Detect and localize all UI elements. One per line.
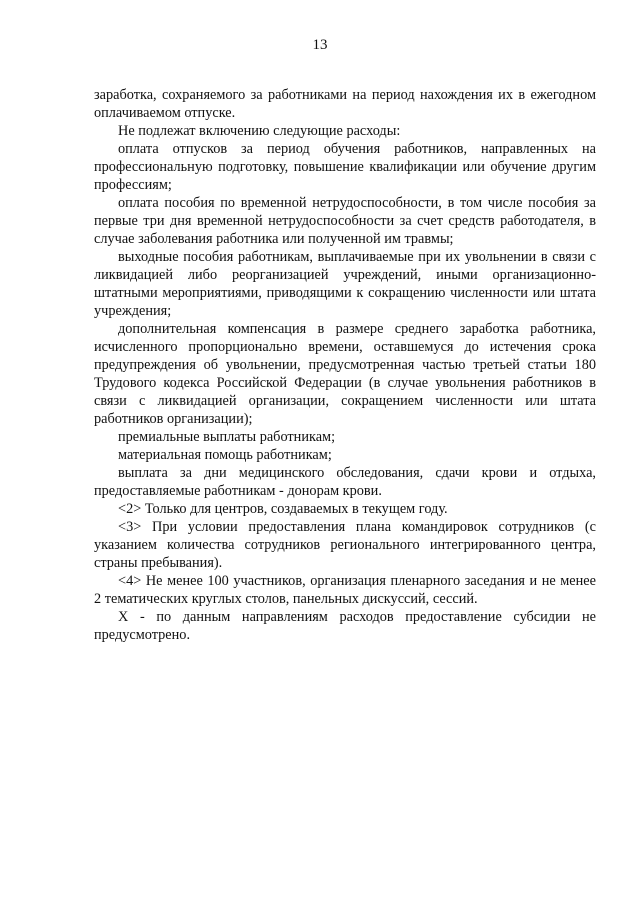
paragraph-additional-compensation: дополнительная компенсация в размере среднего заработка работника, исчисленного пропорционально времени, оставшемуся до истечения срока предупреждения об увольнении, предусмотренная частью третьей статьи 180 Трудового кодекса Российской Федерации (в случае увольнения работников в связи с ликвидацией организации, сокращением численности или штата работников организации); bbox=[94, 321, 596, 427]
paragraph-bonuses: премиальные выплаты работникам; bbox=[118, 429, 336, 445]
footnote-4: <4> Не менее 100 участников, организация пленарного заседания и не менее 2 тематических круглых столов, панельных дискуссий, сессий. bbox=[94, 573, 596, 607]
paragraph-material-aid: материальная помощь работникам; bbox=[118, 447, 332, 463]
footnote-3: <3> При условии предоставления плана командировок сотрудников (с указанием количества сотрудников регионального интегрированного центра, страны пребывания). bbox=[94, 519, 596, 571]
paragraph-excluded-expenses-heading: Не подлежат включению следующие расходы: bbox=[118, 123, 401, 139]
footnote-x: X - по данным направлениям расходов предоставление субсидии не предусмотрено. bbox=[94, 609, 596, 643]
footnote-2: <2> Только для центров, создаваемых в текущем году. bbox=[118, 501, 448, 517]
paragraph-severance: выходные пособия работникам, выплачиваемые при их увольнении в связи с ликвидацией либо реорганизацией учреждений, иными организационно-штатными мероприятиями, приводящими к сокращению численности или штата учреждения; bbox=[94, 249, 596, 319]
page-number: 13 bbox=[312, 37, 328, 53]
document-body bbox=[94, 86, 596, 644]
paragraph-donor-days: выплата за дни медицинского обследования, сдачи крови и отдыха, предоставляемые работникам - донорам крови. bbox=[94, 465, 596, 499]
paragraph-continuation: заработка, сохраняемого за работниками на период нахождения их в ежегодном оплачиваемом отпуске. bbox=[94, 87, 596, 121]
paragraph-training-leave: оплата отпусков за период обучения работников, направленных на профессиональную подготовку, повышение квалификации или обучение другим профессиям; bbox=[94, 141, 596, 193]
paragraph-sick-leave: оплата пособия по временной нетрудоспособности, в том числе пособия за первые три дня временной нетрудоспособности за счет средств работодателя, в случае заболевания работника или полученной им травмы; bbox=[94, 195, 596, 247]
